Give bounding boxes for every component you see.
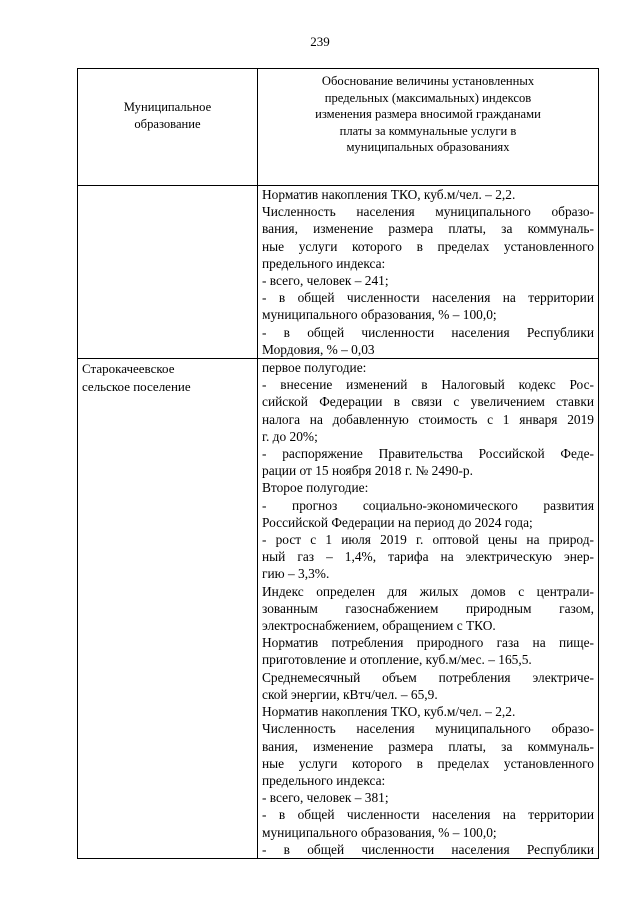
text-line: муниципального образования, % – 100,0; <box>262 307 497 323</box>
text-line: Норматив накопления ТКО, куб.м/чел. – 2,2. <box>262 704 516 720</box>
header-municipality <box>78 69 258 186</box>
text-line: предельного индекса: <box>262 772 386 788</box>
justification-text <box>262 359 594 858</box>
text-line: - всего, человек – 381; <box>262 790 389 806</box>
text-line: электроснабжением, обращением с ТКО. <box>262 618 496 634</box>
text-line: вания, изменение размера платы, за коммуналь- <box>262 738 594 754</box>
table-row <box>78 186 599 359</box>
text-line: Российской Федерации на период до 2024 года; <box>262 514 533 530</box>
text-line: муниципального образования, % – 100,0; <box>262 824 497 840</box>
text-line: первое полугодие: <box>262 360 367 376</box>
header-justification <box>258 69 599 186</box>
text-line: Среднемесячный объем потребления электриче- <box>262 669 594 685</box>
municipality-cell <box>78 186 258 359</box>
text-line: вания, изменение размера платы, за коммуналь- <box>262 221 594 237</box>
text-line: налога на добавленную стоимость с 1 января 2019 <box>262 411 594 427</box>
text-line: ные услуги которого в пределах установленного <box>262 238 594 254</box>
header-col2-line: изменения размера вносимой гражданами <box>315 107 541 121</box>
page-number: 239 <box>310 34 330 49</box>
text-line: Норматив накопления ТКО, куб.м/чел. – 2,2. <box>262 187 516 202</box>
municipality-cell <box>78 359 258 859</box>
text-line: - в общей численности населения Республики <box>262 324 594 340</box>
text-line: - распоряжение Правительства Российской Феде- <box>262 446 594 462</box>
text-line: - рост с 1 июля 2019 г. оптовой цены на природ- <box>262 532 594 548</box>
text-line: ской энергии, кВтч/чел. – 65,9. <box>262 686 438 702</box>
table-row <box>78 359 599 859</box>
text-line: - внесение изменений в Налоговый кодекс Рос- <box>262 377 594 393</box>
text-line: Норматив потребления природного газа на пище- <box>262 635 594 651</box>
text-line: зованным газоснабжением природным газом, <box>262 600 594 616</box>
text-line: - в общей численности населения на территории <box>262 807 594 823</box>
text-line: предельного индекса: <box>262 255 386 271</box>
justification-cell <box>258 186 599 359</box>
justification-text <box>262 186 594 358</box>
text-line: Индекс определен для жилых домов с централи- <box>262 583 594 599</box>
text-line: г. до 20%; <box>262 428 318 444</box>
text-line: ный газ – 1,4%, тарифа на электрическую энер- <box>262 549 594 565</box>
text-line: Второе полугодие: <box>262 480 369 496</box>
text-line: гию – 3,3%. <box>262 566 330 582</box>
text-line: Мордовия, % – 0,03 <box>262 341 375 357</box>
text-line: рации от 15 ноября 2018 г. № 2490-р. <box>262 463 473 479</box>
header-col2-line: Обоснование величины установленных <box>321 74 535 88</box>
text-line: приготовление и отопление, куб.м/мес. – 165,5. <box>262 652 532 668</box>
text-line: - всего, человек – 241; <box>262 273 389 289</box>
municipality-name-line: сельское поселение <box>82 378 191 394</box>
header-col1-line: образование <box>134 116 201 131</box>
header-col2-line: платы за коммунальные услуги в <box>339 123 517 138</box>
text-line: - прогноз социально-экономического развития <box>262 497 594 513</box>
table-header-row <box>78 69 599 186</box>
indices-table <box>77 68 599 859</box>
justification-cell <box>258 359 599 859</box>
header-col2-line: муниципальных образованиях <box>346 140 510 154</box>
text-line: ные услуги которого в пределах установленного <box>262 755 594 771</box>
text-line: - в общей численности населения Республики <box>262 841 594 857</box>
municipality-name-line: Старокачеевское <box>82 361 175 377</box>
header-col2-line: предельных (максимальных) индексов <box>324 90 532 105</box>
text-line: Численность населения муниципального образо- <box>262 204 594 220</box>
text-line: Численность населения муниципального образо- <box>262 721 594 737</box>
text-line: сийской Федерации в связи с увеличением ставки <box>262 394 594 410</box>
text-line: - в общей численности населения на территории <box>262 290 594 306</box>
header-col1-line: Муниципальное <box>123 100 212 114</box>
